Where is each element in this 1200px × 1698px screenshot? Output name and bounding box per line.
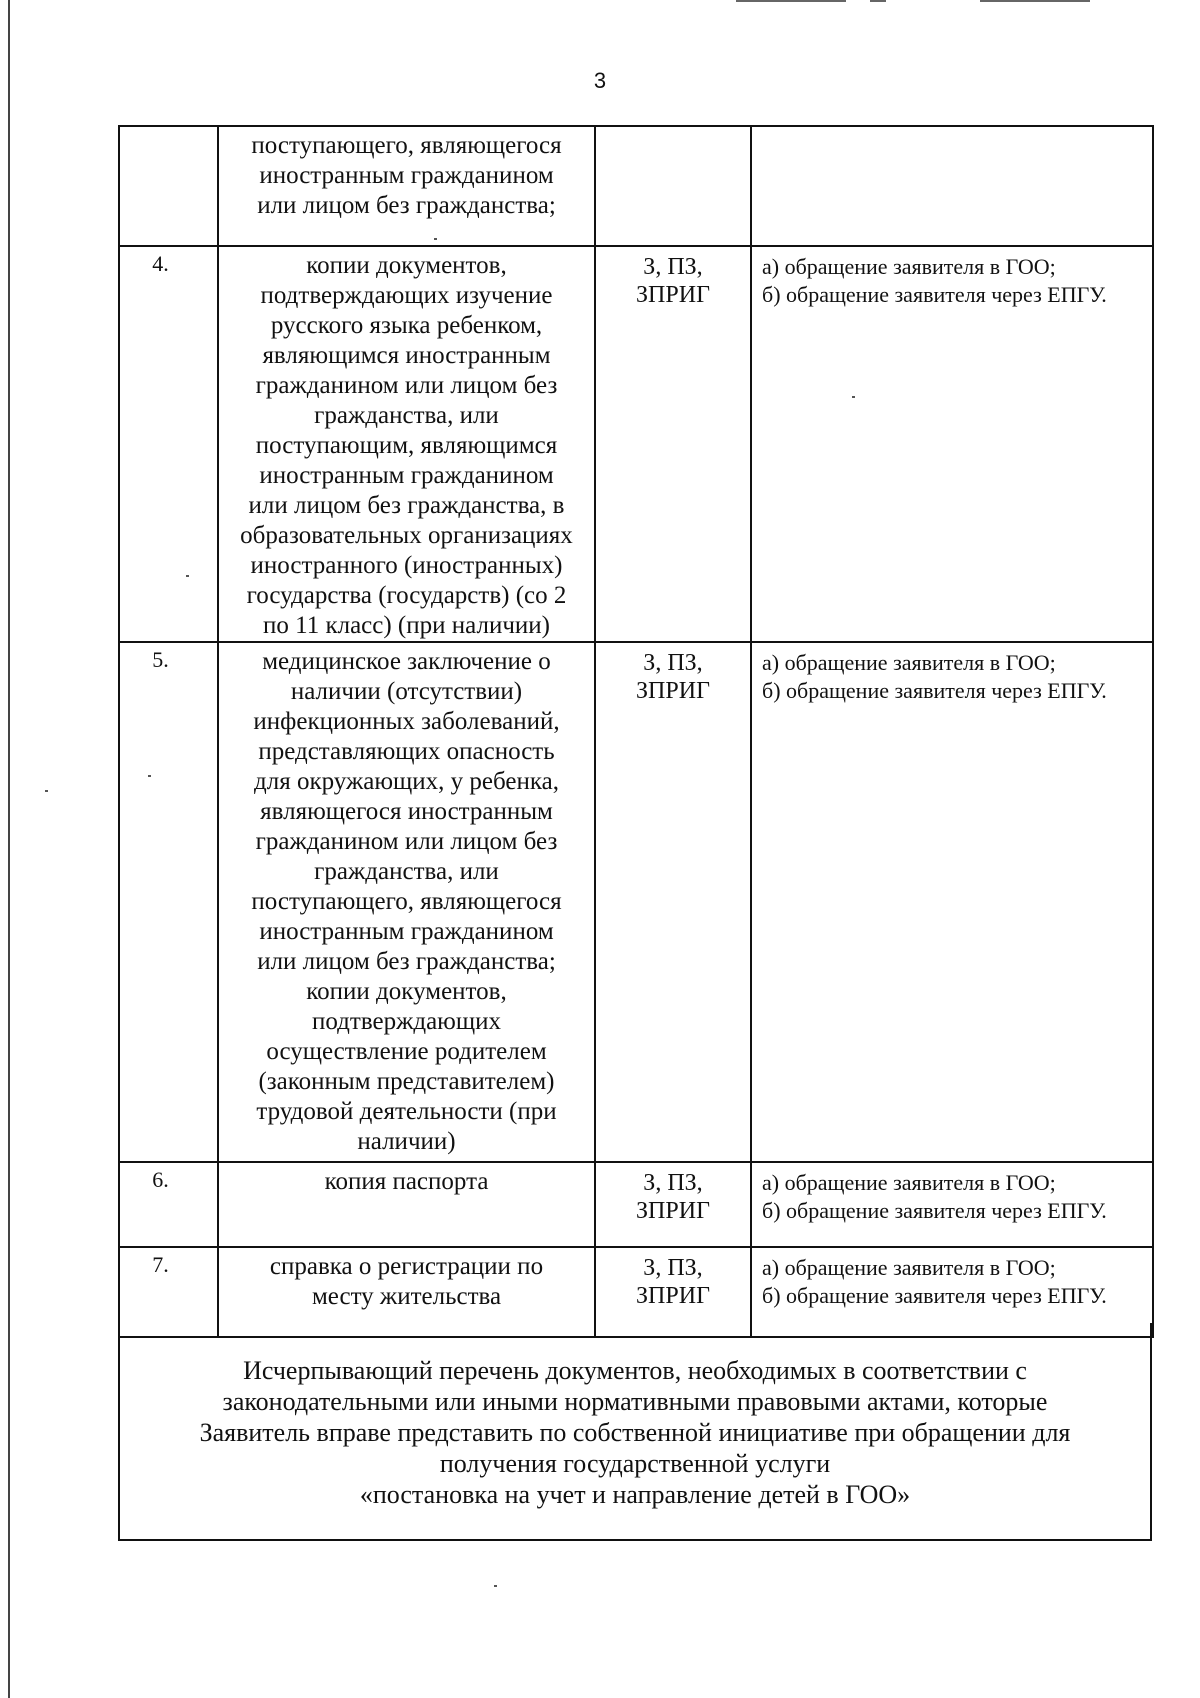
document-name-line: иностранным гражданином	[259, 462, 554, 489]
document-name-line: или лицом без гражданства;	[257, 948, 556, 975]
document-name-line: трудовой деятельности (при	[256, 1098, 557, 1125]
scan-speck	[148, 775, 151, 777]
document-name-line: являющегося иностранным	[260, 798, 553, 825]
applicant-category-cell	[595, 126, 751, 246]
section-heading-line: «постановка на учет и направление детей в ГОО»	[359, 1480, 911, 1509]
submission-method-line: б) обращение заявителя через ЕПГУ.	[762, 1198, 1107, 1223]
document-name-line: государства (государств) (со 2	[246, 582, 567, 609]
scan-top-mark	[980, 0, 1090, 2]
scan-edge-line	[8, 0, 10, 1698]
submission-method-line: а) обращение заявителя в ГОО;	[762, 650, 1056, 675]
document-name-line: иностранным гражданином	[259, 162, 554, 189]
document-name-line: для окружающих, у ребенка,	[254, 768, 559, 795]
applicant-category-line: ЗПРИГ	[636, 282, 710, 308]
document-name-line: гражданства, или	[314, 402, 499, 429]
document-name-line: гражданином или лицом без	[255, 828, 558, 855]
table-row	[119, 246, 1153, 642]
scan-speck	[852, 396, 855, 398]
applicant-category-cell	[595, 246, 751, 642]
table-row	[119, 126, 1153, 246]
document-name-line: поступающего, являющегося	[251, 132, 562, 159]
section-heading-line: получения государственной услуги	[439, 1449, 831, 1478]
applicant-category-line: З, ПЗ,	[643, 1170, 703, 1196]
document-name-line: подтверждающих изучение	[260, 282, 553, 309]
submission-method-cell	[751, 642, 1153, 1162]
applicant-category-cell	[595, 1162, 751, 1247]
document-name-line: образовательных организациях	[240, 522, 573, 549]
row-number: 5.	[119, 642, 218, 1162]
applicant-category-line: ЗПРИГ	[636, 1198, 710, 1224]
document-name-line: подтверждающих	[312, 1008, 501, 1035]
document-name-line: гражданином или лицом без	[255, 372, 558, 399]
scan-top-mark	[870, 0, 886, 2]
applicant-category-line: ЗПРИГ	[636, 1283, 710, 1309]
applicant-category-line: З, ПЗ,	[643, 1255, 703, 1281]
row-number: 6.	[119, 1162, 218, 1247]
document-name-line: являющимся иностранным	[262, 342, 551, 369]
document-name-line: представляющих опасность	[258, 738, 555, 765]
submission-method-line: а) обращение заявителя в ГОО;	[762, 1170, 1056, 1195]
document-name-line: или лицом без гражданства, в	[248, 492, 565, 519]
document-name-line: наличии (отсутствии)	[290, 678, 523, 705]
scan-speck	[494, 1585, 497, 1587]
document-name-cell	[218, 1162, 595, 1247]
scan-speck	[186, 575, 189, 577]
page-number: 3	[593, 68, 607, 93]
document-name-line: копии документов,	[306, 978, 507, 1005]
document-name-line: осуществление родителем	[266, 1038, 547, 1065]
document-name-line: по 11 класс) (при наличии)	[263, 612, 550, 639]
document-name-line: или лицом без гражданства;	[257, 192, 556, 219]
document-name-line: (законным представителем)	[258, 1068, 555, 1095]
section-heading-line: законодательными или иными нормативными правовыми актами, которые	[222, 1387, 1048, 1416]
submission-method-line: а) обращение заявителя в ГОО;	[762, 1255, 1056, 1280]
document-name-line: иностранного (иностранных)	[250, 552, 563, 579]
document-name-cell	[218, 642, 595, 1162]
document-name-line: поступающим, являющимся	[255, 432, 558, 459]
submission-method-line: б) обращение заявителя через ЕПГУ.	[762, 678, 1107, 703]
document-name-line: русского языка ребенком,	[270, 312, 543, 339]
documents-table	[118, 125, 1154, 1338]
submission-method-cell	[751, 246, 1153, 642]
document-name-line: медицинское заключение о	[262, 648, 551, 675]
document-name-line: месту жительства	[311, 1283, 502, 1310]
scan-speck	[45, 790, 48, 792]
submission-method-cell	[751, 126, 1153, 246]
document-name-line: гражданства, или	[314, 858, 499, 885]
document-name-line: поступающего, являющегося	[251, 888, 562, 915]
row-number: 4.	[119, 246, 218, 642]
scan-top-mark	[736, 0, 846, 2]
table-row	[119, 642, 1153, 1162]
document-name-line: справка о регистрации по	[269, 1253, 544, 1280]
document-name-line: наличии)	[357, 1128, 456, 1155]
applicant-category-cell	[595, 642, 751, 1162]
document-name-line: копия паспорта	[324, 1168, 489, 1195]
section-heading-line: Исчерпывающий перечень документов, необходимых в соответствии с	[243, 1356, 1027, 1385]
document-name-line: иностранным гражданином	[259, 918, 554, 945]
document-name-line: инфекционных заболеваний,	[253, 708, 560, 735]
document-name-cell	[218, 246, 595, 642]
applicant-category-line: З, ПЗ,	[643, 650, 703, 676]
submission-method-line: б) обращение заявителя через ЕПГУ.	[762, 1283, 1107, 1308]
submission-method-line: б) обращение заявителя через ЕПГУ.	[762, 282, 1107, 307]
scan-speck	[434, 238, 437, 240]
applicant-category-line: ЗПРИГ	[636, 678, 710, 704]
document-name-line: копии документов,	[306, 252, 507, 279]
row-number	[119, 126, 218, 246]
submission-method-line: а) обращение заявителя в ГОО;	[762, 254, 1056, 279]
section-heading-line: Заявитель вправе представить по собственной инициативе при обращении для	[199, 1418, 1071, 1447]
table-row	[119, 1162, 1153, 1247]
submission-method-cell	[751, 1162, 1153, 1247]
applicant-category-line: З, ПЗ,	[643, 254, 703, 280]
row-number: 7.	[119, 1247, 218, 1337]
section-heading-block	[118, 1323, 1152, 1541]
document-name-cell	[218, 126, 595, 246]
